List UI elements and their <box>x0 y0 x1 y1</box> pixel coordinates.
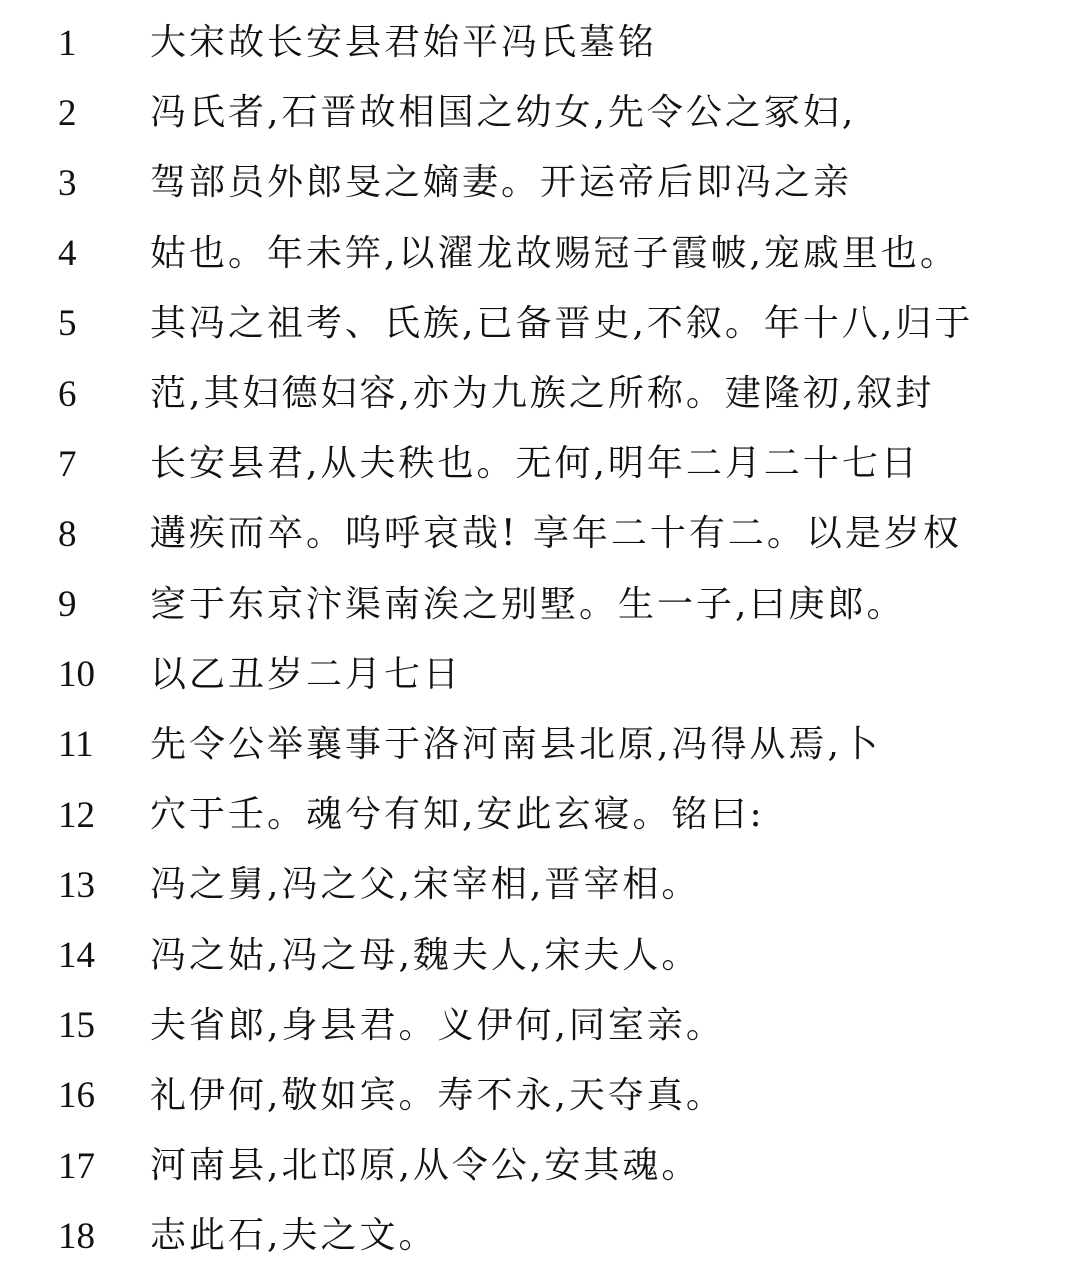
text-line-8 <box>0 499 1080 569</box>
line-text: 大宋故长安县君始平冯氏墓铭 <box>150 22 658 64</box>
line-number: 14 <box>58 935 95 977</box>
line-text: 范,其妇德妇容,亦为九族之所称。建隆初,叙封 <box>150 373 935 415</box>
line-number: 9 <box>58 584 77 626</box>
text-line-3 <box>0 148 1080 218</box>
line-text: 冯氏者,石晋故相国之幼女,先令公之冢妇, <box>150 92 857 134</box>
line-number: 16 <box>58 1075 95 1117</box>
line-text: 驾部员外郎旻之嫡妻。开运帝后即冯之亲 <box>150 162 853 204</box>
line-number: 12 <box>58 794 95 836</box>
text-line-2 <box>0 78 1080 148</box>
text-line-13 <box>0 850 1080 920</box>
text-line-5 <box>0 289 1080 359</box>
text-line-7 <box>0 429 1080 499</box>
text-line-6 <box>0 359 1080 429</box>
line-text: 长安县君,从夫秩也。无何,明年二月二十七日 <box>150 443 920 485</box>
text-line-10 <box>0 640 1080 710</box>
line-text: 以乙丑岁二月七日 <box>150 653 463 695</box>
line-number: 3 <box>58 162 77 204</box>
text-line-16 <box>0 1061 1080 1131</box>
line-number: 4 <box>58 233 77 275</box>
text-line-11 <box>0 710 1080 780</box>
line-number: 13 <box>58 864 95 906</box>
line-number: 15 <box>58 1005 95 1047</box>
line-text: 冯之舅,冯之父,宋宰相,晋宰相。 <box>150 864 701 906</box>
line-number: 2 <box>58 92 77 134</box>
line-number: 18 <box>58 1215 95 1257</box>
text-line-14 <box>0 920 1080 990</box>
text-line-18 <box>0 1201 1080 1271</box>
line-text: 夫省郎,身县君。义伊何,同室亲。 <box>150 1004 725 1046</box>
line-number: 5 <box>58 303 77 345</box>
line-number: 10 <box>58 654 95 696</box>
line-text: 窆于东京汴渠南涘之别墅。生一子,曰庚郎。 <box>150 583 906 625</box>
line-number: 8 <box>58 513 77 555</box>
line-text: 先令公举襄事于洛河南县北原,冯得从焉,卜 <box>150 723 881 765</box>
line-number: 6 <box>58 373 77 415</box>
line-number: 17 <box>58 1145 95 1187</box>
line-number: 7 <box>58 443 77 485</box>
text-line-1 <box>0 8 1080 78</box>
epitaph-document <box>0 8 1080 1272</box>
line-text: 其冯之祖考、氏族,已备晋史,不叙。年十八,归于 <box>150 302 974 344</box>
line-text: 河南县,北邙原,从令公,安其魂。 <box>150 1145 701 1187</box>
text-line-4 <box>0 219 1080 289</box>
line-text: 礼伊何,敬如宾。寿不永,天夺真。 <box>150 1074 725 1116</box>
line-text: 穴于壬。魂兮有知,安此玄寝。铭曰: <box>150 794 765 836</box>
line-number: 1 <box>58 22 77 64</box>
line-text: 冯之姑,冯之母,魏夫人,宋夫人。 <box>150 934 701 976</box>
line-text: 志此石,夫之文。 <box>150 1215 438 1257</box>
text-line-12 <box>0 780 1080 850</box>
text-line-17 <box>0 1131 1080 1201</box>
text-line-9 <box>0 570 1080 640</box>
line-number: 11 <box>58 724 94 766</box>
line-text: 姑也。年未笄,以濯龙故赐冠子霞帔,宠戚里也。 <box>150 232 959 274</box>
line-text: 遘疾而卒。呜呼哀哉! 享年二十有二。以是岁权 <box>150 513 962 555</box>
text-line-15 <box>0 991 1080 1061</box>
